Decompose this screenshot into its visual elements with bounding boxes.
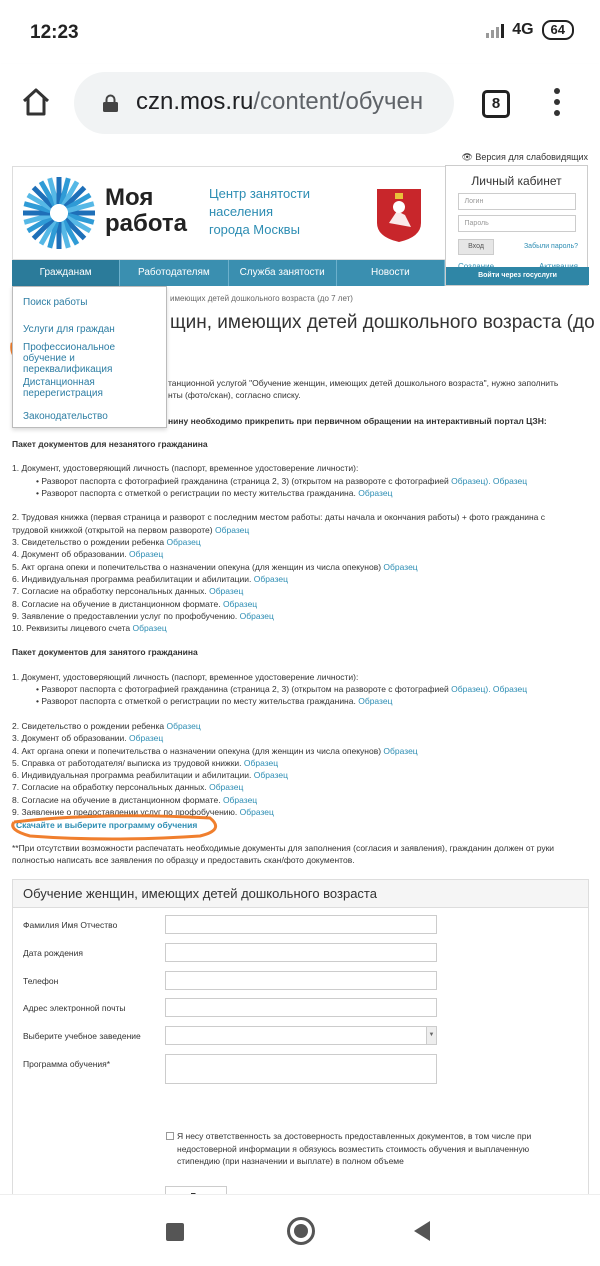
document-text: 4. Документ об образовании. <box>12 549 130 560</box>
document-list-item <box>12 757 588 769</box>
sample-link[interactable]: Образец <box>166 537 201 548</box>
document-list-item <box>12 536 588 548</box>
document-text: трудовой книжкой (открытой на первом развороте) <box>12 524 215 535</box>
android-nav-bar <box>0 1194 600 1266</box>
lock-icon <box>102 94 119 112</box>
pack2-title: Пакет документов для занятого гражданина <box>12 647 198 658</box>
document-list-item <box>12 745 588 757</box>
tab-switcher-button[interactable]: 8 <box>482 90 510 118</box>
phone-input[interactable] <box>165 971 437 990</box>
document-text: Разворот паспорта с фотографией гражданина (страница 2, 3) (открытом на развороте с фотографией <box>41 684 452 695</box>
document-list-item <box>12 585 588 597</box>
logo-icon[interactable] <box>21 175 97 251</box>
form-title: Обучение женщин, имеющих детей дошкольного возраста <box>13 880 588 908</box>
document-list-item <box>12 475 588 487</box>
program-input[interactable] <box>165 1054 437 1084</box>
application-form <box>12 879 589 1209</box>
sample-link[interactable]: Образец <box>129 549 164 560</box>
sample-link[interactable]: Образец). Образец <box>451 684 528 695</box>
sample-link[interactable]: Образец <box>243 757 279 768</box>
document-list-item <box>12 806 588 818</box>
status-icons <box>486 20 574 40</box>
document-text: 5. Справка от работодателя/ выписка из трудовой книжки. <box>12 757 244 768</box>
cabinet-title: Личный кабинет <box>471 174 562 188</box>
document-text: Разворот паспорта с отметкой о регистрации по месту жительства гражданина. <box>41 696 359 707</box>
document-list-item <box>12 769 588 781</box>
document-list-item <box>12 462 588 474</box>
document-text: 6. Индивидуальная программа реабилитации и абилитации. <box>12 770 254 781</box>
url-path: /content/обучен <box>253 88 424 115</box>
dropdown-item-services[interactable]: Услуги для граждан <box>23 324 115 335</box>
sample-link[interactable]: Образец <box>239 610 274 621</box>
document-text: 6. Индивидуальная программа реабилитации и абилитации. <box>12 573 254 584</box>
home-button-icon[interactable] <box>287 1217 315 1245</box>
label-email: Адрес электронной почты <box>23 1003 126 1013</box>
document-text: 7. Согласие на обработку персональных данных. <box>12 782 210 793</box>
document-list-item <box>12 524 588 536</box>
document-list-item <box>12 561 588 573</box>
document-list-item <box>12 548 588 560</box>
document-text: 3. Свидетельство о рождении ребенка <box>12 537 167 548</box>
label-birth-date: Дата рождения <box>23 948 83 958</box>
sample-link[interactable]: Образец <box>383 745 418 756</box>
sample-link[interactable]: Образец <box>214 524 250 535</box>
url-bar[interactable] <box>74 72 454 134</box>
document-list-item <box>12 610 588 622</box>
document-text: 5. Акт органа опеки и попечительства о назначении опекуна (для женщин из числа опекунов) <box>12 561 384 572</box>
document-text: 9. Заявление о предоставлении услуг по профобучению. <box>12 807 240 818</box>
sample-link[interactable]: Образец <box>358 487 393 498</box>
document-list-item <box>12 622 588 634</box>
sample-link[interactable]: Образец). Образец <box>451 475 528 486</box>
document-text: 2. Трудовая книжка (первая страница и разворот с последним местом работы: даты начала и окончания работы) + фото гражданина с <box>12 512 546 523</box>
document-list-item <box>12 683 588 695</box>
document-list-item <box>12 781 588 793</box>
czn-title <box>209 185 310 239</box>
dropdown-item-job-search[interactable]: Поиск работы <box>23 297 88 308</box>
label-school-select: Выберите учебное заведение <box>23 1031 141 1041</box>
chevron-down-icon: ▼ <box>426 1027 436 1044</box>
sample-link[interactable]: Образец <box>253 573 289 584</box>
moscow-coat-of-arms-icon <box>375 187 423 243</box>
page-title: щин, имеющих детей дошкольного возраста (до <box>170 312 595 333</box>
url-text <box>136 88 423 116</box>
label-program: Программа обучения* <box>23 1059 111 1069</box>
document-list-item <box>12 573 588 585</box>
document-list-item <box>12 499 588 511</box>
document-list-item <box>12 487 588 499</box>
school-select[interactable] <box>165 1026 437 1045</box>
dropdown-item-professional-training[interactable]: Профессиональное обучение и переквалификация <box>23 341 116 375</box>
breadcrumb: имеющих детей дошкольного возраста (до 7 лет) <box>170 294 353 303</box>
status-bar <box>0 0 600 64</box>
network-type: 4G <box>512 21 534 38</box>
document-text: 8. Согласие на обучение в дистанционном формате. <box>12 794 223 805</box>
sample-link[interactable]: Образец <box>166 720 201 731</box>
pack2-list <box>12 671 588 819</box>
document-text: 3. Документ об образовании. <box>12 733 130 744</box>
recent-apps-icon[interactable] <box>166 1223 184 1241</box>
attach-note: нину необходимо прикрепить при первичном обращении на интерактивный портал ЦЗН: <box>168 416 547 426</box>
login-input[interactable]: Логин <box>458 193 576 210</box>
document-list-item <box>12 794 588 806</box>
dropdown-item-remote-reregistration[interactable]: Дистанционная перерегистрация <box>23 377 103 399</box>
document-text: 9. Заявление о предоставлении услуг по профобучению. <box>12 610 240 621</box>
document-list-item <box>12 671 588 683</box>
password-input[interactable]: Пароль <box>458 215 576 232</box>
battery-indicator: 64 <box>542 20 574 40</box>
document-list-item <box>12 695 588 707</box>
document-list-item <box>12 708 588 720</box>
czn-line2: населения <box>209 204 274 219</box>
label-full-name: Фамилия Имя Отчество <box>23 920 118 930</box>
document-text: 4. Акт органа опеки и попечительства о назначении опекуна (для женщин из числа опекунов) <box>12 745 384 756</box>
document-text: 10. Реквизиты лицевого счета <box>12 623 133 634</box>
status-time: 12:23 <box>30 22 79 43</box>
sample-link[interactable]: Образец <box>239 807 274 818</box>
gosuslugi-login-button[interactable]: Войти через госуслуги <box>446 267 589 285</box>
sample-link[interactable]: Образец <box>209 782 244 793</box>
document-text: 2. Свидетельство о рождении ребенка <box>12 720 167 731</box>
logo-line2: работа <box>105 210 187 237</box>
document-lists <box>12 438 588 818</box>
responsibility-text: Я несу ответственность за достоверность предоставленных документов, в том числе при недостоверной информации я обязуюсь возместить стоимость обучения и выплаченную стипендию (при назначении и выплате) в полном объеме <box>177 1131 532 1166</box>
document-text: 8. Согласие на обучение в дистанционном формате. <box>12 598 223 609</box>
sample-link[interactable]: Образец <box>209 586 244 597</box>
sample-link[interactable]: Образец <box>222 794 258 805</box>
responsibility-checkbox[interactable] <box>166 1132 174 1140</box>
czn-line3: города Москвы <box>209 222 300 237</box>
full-name-input[interactable] <box>165 915 437 934</box>
intro-text-2: нты (фото/скан), согласно списку. <box>168 390 301 400</box>
intro-text-1: танционной услугой "Обучение женщин, имеющих детей дошкольного возраста", нужно заполнить <box>168 378 559 388</box>
document-list-item <box>12 732 588 744</box>
logo-line1: Моя <box>105 184 154 211</box>
note-text: **При отсутствии возможности распечатать необходимые документы для заполнения (согласия и заявления), гражданин должен от руки полностью написать все заявления по образцу и предоставить скан/фото документов. <box>12 843 555 865</box>
download-programs-link[interactable]: Скачайте и выберите программу обучения <box>16 820 198 830</box>
document-text: Разворот паспорта с отметкой о регистрации по месту жительства гражданина. <box>41 487 359 498</box>
email-input[interactable] <box>165 998 437 1017</box>
main-nav <box>12 260 445 286</box>
back-icon[interactable] <box>414 1221 430 1241</box>
czn-line1: Центр занятости <box>209 186 310 201</box>
browser-toolbar <box>0 64 600 146</box>
label-phone: Телефон <box>23 976 59 986</box>
nav-employment-service[interactable]: Служба занятости <box>229 260 337 286</box>
document-text: 7. Согласие на обработку персональных данных. <box>12 586 210 597</box>
login-button[interactable]: Вход <box>458 239 494 255</box>
sample-link[interactable]: Образец <box>253 770 289 781</box>
home-icon[interactable] <box>20 86 52 118</box>
sample-link[interactable]: Образец <box>383 561 418 572</box>
document-list-item <box>12 598 588 610</box>
forgot-password-link[interactable]: Забыли пароль? <box>523 243 578 250</box>
citizens-dropdown-menu <box>12 286 167 428</box>
nav-citizens[interactable]: Гражданам <box>12 260 120 286</box>
document-list-item <box>12 511 588 523</box>
pack1-title: Пакет документов для незанятого гражданина <box>12 439 208 449</box>
nav-employers[interactable]: Работодателям <box>120 260 228 286</box>
document-text: Разворот паспорта с фотографией гражданина (страница 2, 3) (открытом на развороте с фотографией <box>41 475 452 486</box>
sample-link[interactable]: Образец <box>129 733 164 744</box>
logo-text[interactable] <box>105 185 187 237</box>
document-text: 1. Документ, удостоверяющий личность (паспорт, временное удостоверение личности): <box>12 463 359 474</box>
url-host: czn.mos.ru <box>136 88 254 115</box>
document-list-item <box>12 720 588 732</box>
document-text: 1. Документ, удостоверяющий личность (паспорт, временное удостоверение личности): <box>12 671 359 682</box>
signal-icon <box>486 22 504 38</box>
birth-date-input[interactable] <box>165 943 437 962</box>
sample-link[interactable]: Образец <box>132 623 167 634</box>
pack1-list <box>12 462 588 634</box>
web-page <box>0 146 600 1194</box>
nav-news[interactable]: Новости <box>337 260 445 286</box>
low-vision-label: Версия для слабовидящих <box>475 152 588 162</box>
dropdown-item-legislation[interactable]: Законодательство <box>23 411 108 422</box>
personal-cabinet <box>445 165 588 286</box>
low-vision-link[interactable]: 👁 Версия для слабовидящих <box>461 152 588 162</box>
sample-link[interactable]: Образец <box>358 696 393 707</box>
more-menu-icon[interactable] <box>551 88 563 122</box>
sample-link[interactable]: Образец <box>222 598 258 609</box>
